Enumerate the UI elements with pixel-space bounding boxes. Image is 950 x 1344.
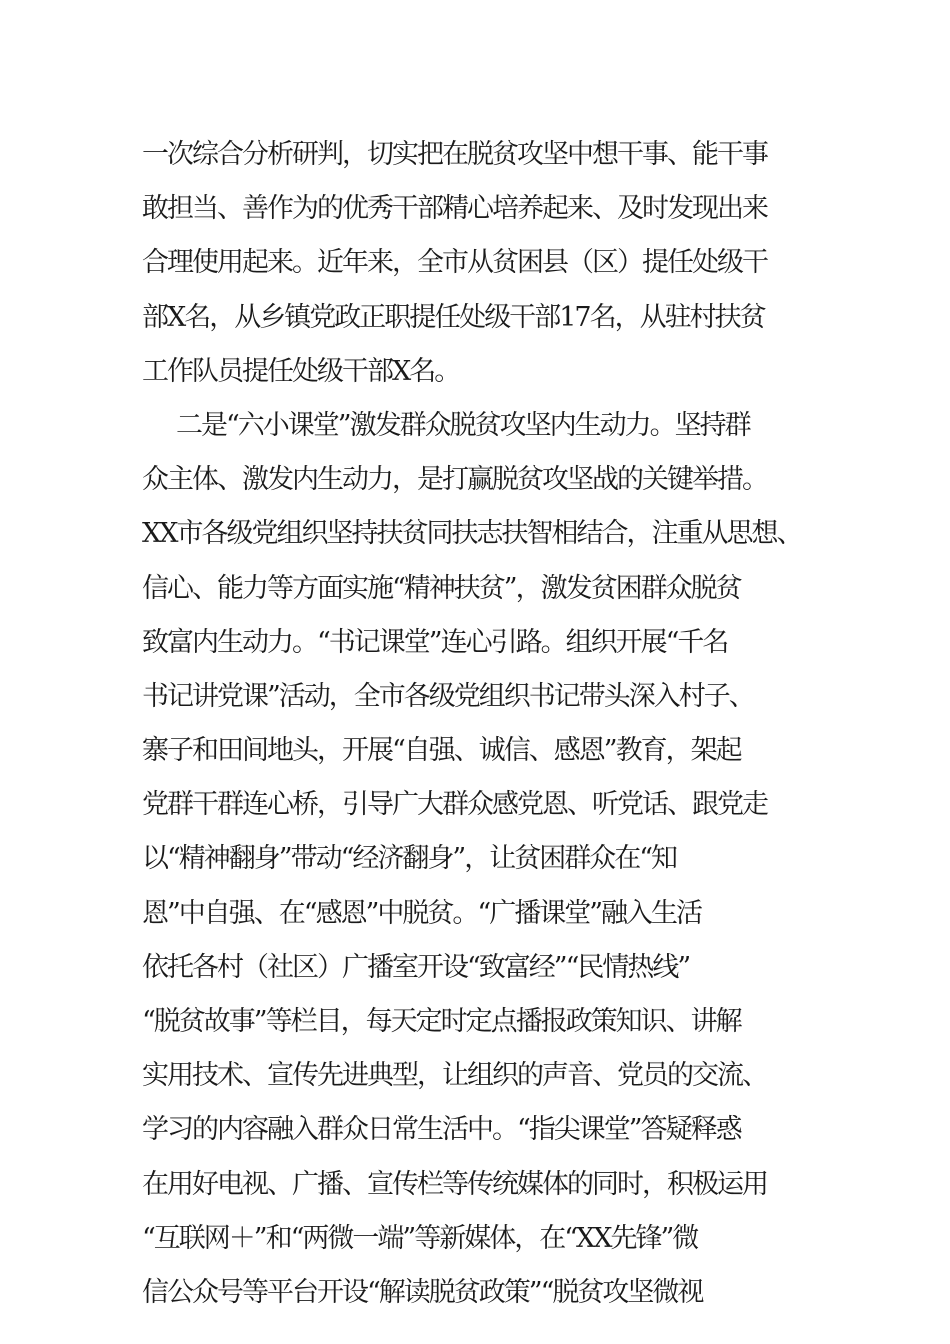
text-line: 信心、能力等方面实施“精神扶贫”，激发贫困群众脱贫 xyxy=(142,572,741,604)
text-line: 书记讲党课”活动，全市各级党组织书记带头深入村子、 xyxy=(142,680,754,712)
text-line: “脱贫故事”等栏目，每天定时定点播报政策知识、讲解 xyxy=(142,1006,741,1037)
text-line: 党群干群连心桥，引导广大群众感党恩、听党话、跟党走 xyxy=(142,789,767,821)
text-line: 恩”中自强、在“感恩”中脱贫。“广播课堂”融入生活 xyxy=(142,897,702,929)
text-line: 众主体、激发内生动力，是打赢脱贫攻坚战的关键举措。 xyxy=(142,464,767,496)
text-line: 部X名，从乡镇党政正职提任处级干部17名，从驻村扶贫 xyxy=(142,301,765,333)
text-line: 一次综合分析研判，切实把在脱贫攻坚中想干事、能干事 xyxy=(142,139,767,170)
text-line: 敢担当、善作为的优秀干部精心培养起来、及时发现出来 xyxy=(142,193,767,225)
text-line: XX市各级党组织坚持扶贫同扶志扶智相结合，注重从思想、 xyxy=(142,518,802,550)
text-line: 二是“六小课堂”激发群众脱贫攻坚内生动力。坚持群 xyxy=(176,409,750,441)
text-line: 寨子和田间地头，开展“自强、诚信、感恩”教育，架起 xyxy=(142,735,741,767)
text-line: 依托各村（社区）广播室开设“致富经”“民情热线” xyxy=(142,951,690,983)
text-line: 信公众号等平台开设“解读脱贫政策”“脱贫攻坚微视 xyxy=(142,1276,703,1308)
text-line: 实用技术、宣传先进典型，让组织的声音、党员的交流、 xyxy=(142,1060,767,1092)
text-line: “互联网＋”和“两微一端”等新媒体，在“XX先锋”微 xyxy=(142,1222,698,1254)
text-line: 学习的内容融入群众日常生活中。“指尖课堂”答疑释惑 xyxy=(142,1114,741,1146)
text-line: 在用好电视、广播、宣传栏等传统媒体的同时，积极运用 xyxy=(142,1168,767,1200)
text-line: 致富内生动力。“书记课堂”连心引路。组织开展“千名 xyxy=(142,626,728,658)
text-line: 以“精神翻身”带动“经济翻身”，让贫困群众在“知 xyxy=(142,843,677,875)
text-line: 合理使用起来。近年来，全市从贫困县（区）提任处级干 xyxy=(142,247,767,279)
text-line: 工作队员提任处级干部X名。 xyxy=(142,355,460,387)
document-body xyxy=(0,128,950,1320)
